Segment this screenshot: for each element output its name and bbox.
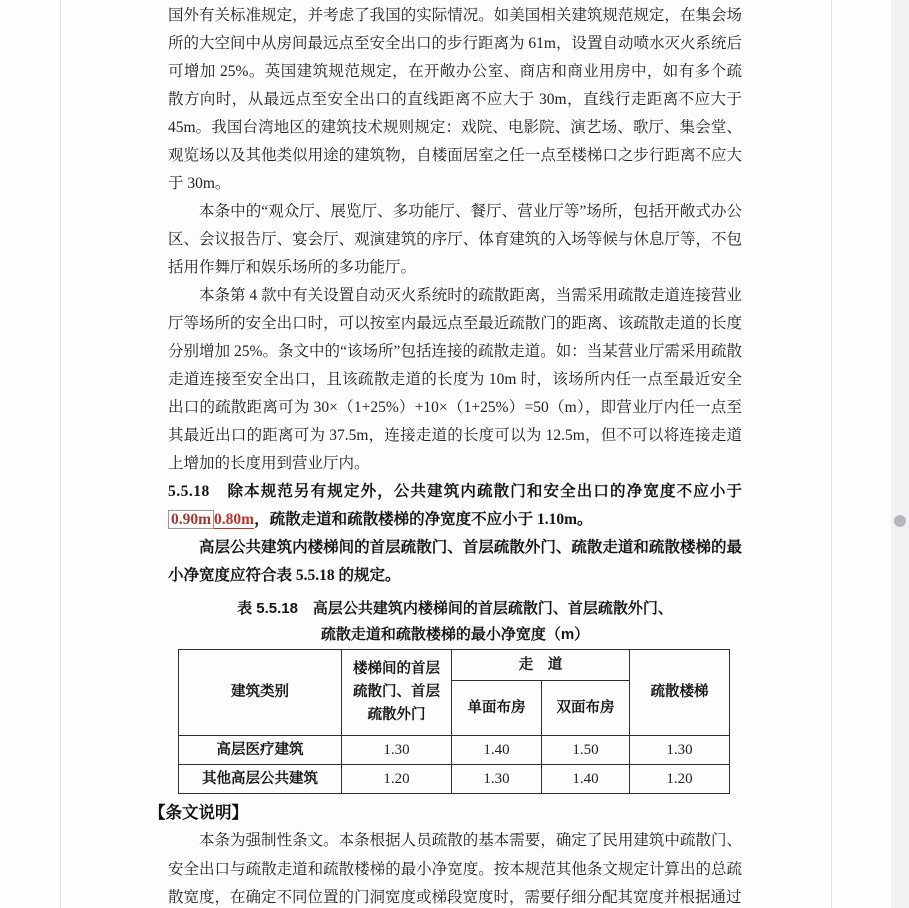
- clause-text-before: 除本规范另有规定外，公共建筑内疏散门和安全出口的净宽度不应小于: [209, 483, 742, 500]
- clause-5-5-18: [168, 478, 742, 534]
- row-category: 其他高层公共建筑: [179, 765, 342, 794]
- header-category: 建筑类别: [179, 650, 342, 736]
- scrollbar-thumb[interactable]: [894, 515, 906, 527]
- row-stairs: 1.20: [630, 765, 730, 794]
- table-caption-line2: 疏散走道和疏散楼梯的最小净宽度（m）: [320, 626, 590, 643]
- inserted-value: 0.80m: [214, 511, 255, 528]
- deleted-value-box: 0.90m: [168, 510, 214, 529]
- row-corridor-double: 1.50: [542, 736, 630, 765]
- spec-table: [178, 649, 730, 794]
- page-border-right: [831, 0, 832, 908]
- row-first-floor-door: 1.30: [342, 736, 452, 765]
- row-corridor-single: 1.30: [452, 765, 542, 794]
- header-first-floor-door: 楼梯间的首层疏散门、首层疏散外门: [342, 650, 452, 736]
- row-corridor-single: 1.40: [452, 736, 542, 765]
- row-first-floor-door: 1.20: [342, 765, 452, 794]
- table-row: [179, 736, 730, 765]
- clause-supplement: 高层公共建筑内楼梯间的首层疏散门、首层疏散外门、疏散走道和疏散楼梯的最小净宽度应符合表 5.5.18 的规定。: [168, 539, 742, 584]
- table-row: [179, 765, 730, 794]
- header-corridor-single: 单面布房: [452, 681, 542, 736]
- paragraph-foreign-standards: 国外有关标准规定，并考虑了我国的实际情况。如美国相关建筑规范规定，在集会场所的大空间中从房间最远点至安全出口的步行距离为 61m，设置自动喷水灭火系统后可增加 25%。英国建筑规范规定，在开敞办公室、商店和商业用房中，如有多个疏散方向时，从最远点至安全出口的直线距离不应大于 30m，直线行走距离不应大于 45m。我国台湾地区的建筑技术规则规定：戏院、电影院、演艺场、歌厅、集会堂、观览场以及其他类似用途的建筑物，自楼面居室之任一点至楼梯口之步行距离不应大于 30m。: [168, 7, 742, 192]
- header-corridor-double: 双面布房: [542, 681, 630, 736]
- header-stairs: 疏散楼梯: [630, 650, 730, 736]
- clause-number: 5.5.18: [168, 483, 210, 500]
- table-caption: [168, 596, 742, 648]
- row-stairs: 1.30: [630, 736, 730, 765]
- paragraph-explanation: 本条为强制性条文。本条根据人员疏散的基本需要，确定了民用建筑中疏散门、安全出口与疏散走道和疏散楼梯的最小净宽度。按本规范其他条文规定计算出的总疏散宽度，在确定不同位置的门洞宽度或梯段宽度时，需要仔细分配其宽度并根据通过: [168, 832, 742, 906]
- scrollbar-track[interactable]: [891, 0, 909, 908]
- paragraph-sprinkler-distance: 本条第 4 款中有关设置自动灭火系统时的疏散距离，当需采用疏散走道连接营业厅等场所的安全出口时，可以按室内最远点至最近疏散门的距离、该疏散走道的长度分别增加 25%。条文中的“该场所”包括连接的疏散走道。如：当某营业厅需采用疏散走道连接至安全出口，且该疏散走道的长度为 10m 时，该场所内任一点至最近安全出口的疏散距离可为 30×（1+25%）+10×（1+25%）=50（m），即营业厅内任一点至其最近出口的距离可为 37.5m，连接走道的长度可以为 12.5m，但不可以将连接走道上增加的长度用到营业厅内。: [168, 287, 742, 472]
- row-category: 高层医疗建筑: [179, 736, 342, 765]
- document-page: [149, 2, 742, 908]
- header-corridor: 走 道: [452, 650, 630, 681]
- table-caption-line1: 表 5.5.18 高层公共建筑内楼梯间的首层疏散门、首层疏散外门、: [237, 600, 673, 617]
- paragraph-hall-definitions: 本条中的“观众厅、展览厅、多功能厅、餐厅、营业厅等”场所，包括开敞式办公区、会议报告厅、宴会厅、观演建筑的序厅、体育建筑的入场等候与休息厅等，不包括用作舞厅和娱乐场所的多功能厅。: [168, 203, 742, 276]
- page-border-left: [60, 0, 61, 908]
- clause-text-after: ，疏散走道和疏散楼梯的净宽度不应小于 1.10m。: [254, 511, 593, 528]
- explanation-heading: 【条文说明】: [149, 804, 248, 822]
- row-corridor-double: 1.40: [542, 765, 630, 794]
